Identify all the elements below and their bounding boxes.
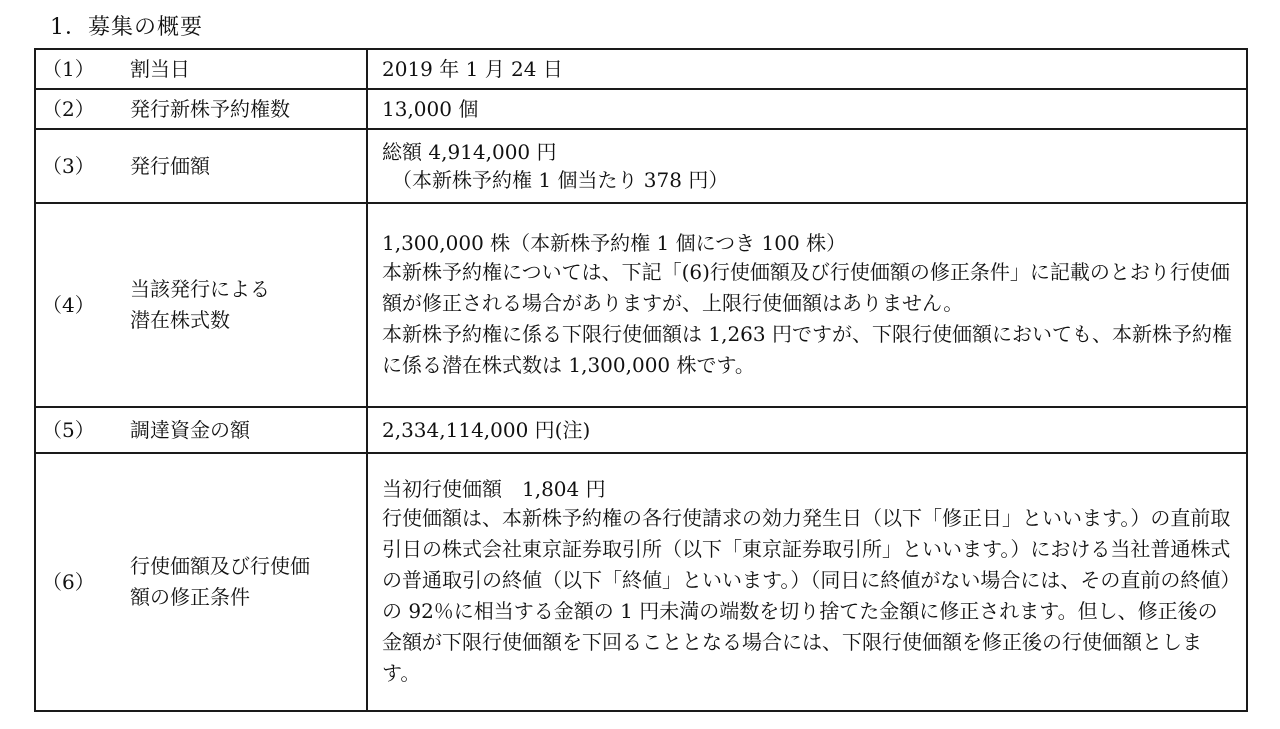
row-label: 調達資金の額 [130,417,250,442]
lower-limit-note: 本新株予約権に係る下限行使価額は 1,263 円ですが、下限行使価額においても、本新株予約権に係る潜在株式数は 1,300,000 株です。 [382,322,1232,377]
row-value-cell [367,203,1247,407]
offering-overview-table [34,48,1248,712]
row-number: （2） [42,97,95,121]
issue-price-per-unit: （本新株予約権 1 個当たり 378 円） [392,168,729,192]
row-value-cell [367,129,1247,203]
table-row [35,129,1247,203]
row-label-cell [35,49,367,89]
row-label-cell [35,129,367,203]
row-value-cell [367,89,1247,129]
row-number: （3） [42,154,95,178]
row-value-cell [367,407,1247,453]
row-value-cell [367,49,1247,89]
row-label: 発行新株予約権数 [130,96,290,121]
table-row [35,89,1247,129]
row-number: （5） [42,418,95,442]
issue-price-total: 総額 4,914,000 円 [382,140,557,164]
row-label: 発行価額 [130,153,210,178]
row-label: 当該発行による 潜在株式数 [130,277,270,332]
table-row [35,453,1247,711]
table-row [35,203,1247,407]
potential-shares-note: 本新株予約権については、下記「(6)行使価額及び行使価額の修正条件」に記載のとおり行使価額が修正される場合がありますが、上限行使価額はありません。 [382,260,1230,315]
row-number: （6） [42,570,95,594]
row-label-cell [35,453,367,711]
table-row [35,407,1247,453]
row-number: （4） [42,293,95,317]
row-label: 割当日 [130,56,190,81]
row-number: （1） [42,57,95,81]
section-heading: 1．募集の概要 [50,15,203,40]
exercise-price-adjustment-terms: 行使価額は、本新株予約権の各行使請求の効力発生日（以下「修正日」といいます。）の直前取引日の株式会社東京証券取引所（以下「東京証券取引所」といいます。）における当社普通株式の普通取引の終値（以下「終値」といいます。）（同日に終値がない場合には、その直前の終値）の 92％に相当する金額の 1 円未満の端数を切り捨てた金額に修正されます。但し、修正後の金額が下限行使価額を下回ることとなる場合には、下限行使価額を修正後の行使価額とします。 [382,506,1231,685]
row-label: 行使価額及び行使価 額の修正条件 [130,554,310,609]
row-label-cell [35,407,367,453]
row-label-cell [35,203,367,407]
potential-shares: 1,300,000 株（本新株予約権 1 個につき 100 株） [382,231,847,255]
initial-exercise-price: 当初行使価額 1,804 円 [382,477,606,501]
number-of-rights: 13,000 個 [382,97,479,121]
table-row [35,49,1247,89]
allotment-date: 2019 年 1 月 24 日 [382,57,563,81]
row-value-cell [367,453,1247,711]
row-label-cell [35,89,367,129]
funds-raised: 2,334,114,000 円(注) [382,418,591,442]
